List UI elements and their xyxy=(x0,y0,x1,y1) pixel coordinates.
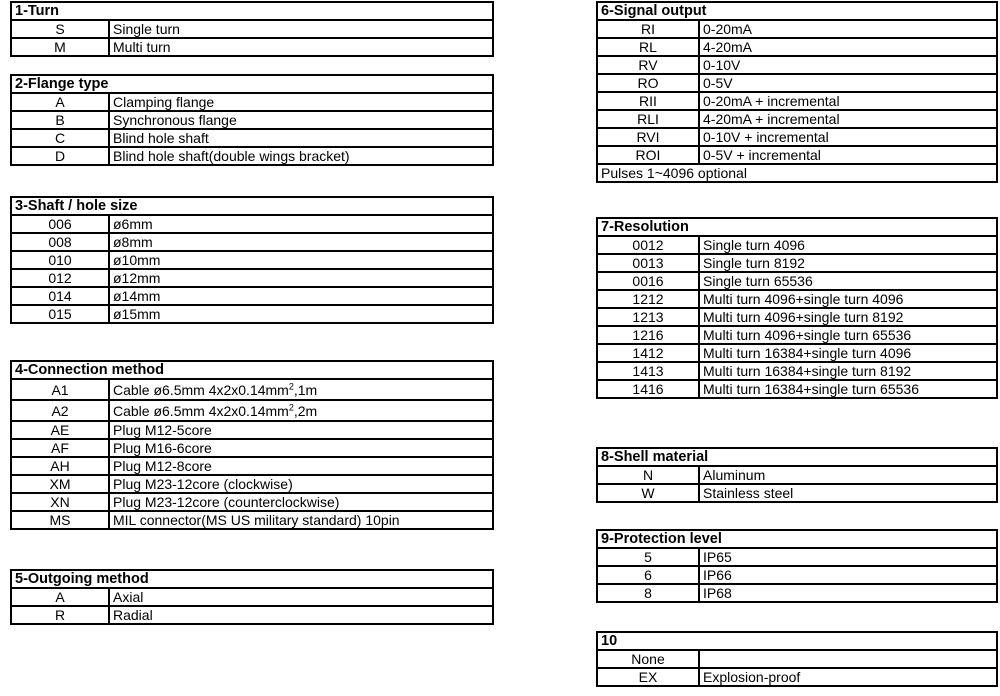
shaft-code: 012 xyxy=(11,269,109,287)
signal-table xyxy=(596,1,998,183)
table-row xyxy=(11,215,493,233)
resolution-desc: Multi turn 16384+single turn 65536 xyxy=(699,380,997,398)
table-row xyxy=(597,344,997,362)
protection-code: 8 xyxy=(597,584,699,602)
resolution-desc: Single turn 8192 xyxy=(699,254,997,272)
connection-code: AE xyxy=(11,421,109,439)
table-row xyxy=(597,20,997,38)
flange-code: B xyxy=(11,111,109,129)
shaft-code: 010 xyxy=(11,251,109,269)
resolution-desc: Multi turn 4096+single turn 4096 xyxy=(699,290,997,308)
signal-desc: 0-20mA + incremental xyxy=(699,92,997,110)
connection-code: XN xyxy=(11,493,109,511)
turn-code: M xyxy=(11,38,109,56)
shell-desc: Stainless steel xyxy=(699,484,997,502)
connection-desc: Cable ø6.5mm $4x2x0.14mm^2,2m$ xyxy=(109,400,493,421)
resolution-code: 1412 xyxy=(597,344,699,362)
flange-desc: Blind hole shaft xyxy=(109,129,493,147)
table-row xyxy=(597,566,997,584)
resolution-code: 1216 xyxy=(597,326,699,344)
table-row xyxy=(11,475,493,493)
connection-table xyxy=(10,360,494,530)
shaft-desc: ø12mm xyxy=(109,269,493,287)
turn-desc: Single turn xyxy=(109,20,493,38)
table-row xyxy=(11,439,493,457)
table-row xyxy=(597,466,997,484)
protection-desc: IP66 xyxy=(699,566,997,584)
connection-desc: Plug M12-5core xyxy=(109,421,493,439)
connection-code: XM xyxy=(11,475,109,493)
resolution-code: 0012 xyxy=(597,236,699,254)
protection-table xyxy=(596,529,998,603)
signal-note: Pulses 1~4096 optional xyxy=(597,164,997,182)
turn-code: S xyxy=(11,20,109,38)
resolution-desc: Single turn 4096 xyxy=(699,236,997,254)
shell-table xyxy=(596,447,998,503)
table-row xyxy=(11,588,493,606)
connection-desc: Plug M23-12core (clockwise) xyxy=(109,475,493,493)
shaft-desc: ø14mm xyxy=(109,287,493,305)
shaft-code: 014 xyxy=(11,287,109,305)
resolution-desc: Multi turn 4096+single turn 8192 xyxy=(699,308,997,326)
signal-desc: 4-20mA xyxy=(699,38,997,56)
signal-code: RVI xyxy=(597,128,699,146)
shaft-desc: ø6mm xyxy=(109,215,493,233)
outgoing-desc: Radial xyxy=(109,606,493,624)
shaft-table xyxy=(10,196,494,324)
flange-code: D xyxy=(11,147,109,165)
shaft-desc: ø10mm xyxy=(109,251,493,269)
signal-code: RL xyxy=(597,38,699,56)
connection-code: AF xyxy=(11,439,109,457)
shell-desc: Aluminum xyxy=(699,466,997,484)
extra-code: None xyxy=(597,650,699,668)
connection-desc: Plug M23-12core (counterclockwise) xyxy=(109,493,493,511)
table-row xyxy=(597,128,997,146)
outgoing-desc: Axial xyxy=(109,588,493,606)
extra-table xyxy=(596,631,998,687)
protection-desc: IP65 xyxy=(699,548,997,566)
shaft-desc: ø15mm xyxy=(109,305,493,323)
table-row xyxy=(597,584,997,602)
protection-desc: IP68 xyxy=(699,584,997,602)
extra-desc: Explosion-proof xyxy=(699,668,997,686)
flange-desc: Synchronous flange xyxy=(109,111,493,129)
table-row xyxy=(597,380,997,398)
signal-desc: 4-20mA + incremental xyxy=(699,110,997,128)
shell-code: W xyxy=(597,484,699,502)
outgoing-code: A xyxy=(11,588,109,606)
resolution-desc: Single turn 65536 xyxy=(699,272,997,290)
table-row xyxy=(11,111,493,129)
turn-table xyxy=(10,1,494,57)
table-row xyxy=(11,233,493,251)
shaft-title: 3-Shaft / hole size xyxy=(11,197,493,215)
protection-code: 6 xyxy=(597,566,699,584)
table-row xyxy=(597,110,997,128)
table-row xyxy=(597,668,997,686)
shaft-code: 008 xyxy=(11,233,109,251)
table-row xyxy=(11,305,493,323)
table-row xyxy=(597,56,997,74)
table-row xyxy=(597,484,997,502)
resolution-desc: Multi turn 4096+single turn 65536 xyxy=(699,326,997,344)
resolution-title: 7-Resolution xyxy=(597,218,997,236)
signal-desc: 0-5V + incremental xyxy=(699,146,997,164)
connection-code: A1 xyxy=(11,379,109,400)
connection-desc: Plug M12-8core xyxy=(109,457,493,475)
resolution-desc: Multi turn 16384+single turn 8192 xyxy=(699,362,997,380)
signal-desc: 0-20mA xyxy=(699,20,997,38)
connection-code: AH xyxy=(11,457,109,475)
table-row xyxy=(11,400,493,421)
table-row xyxy=(597,92,997,110)
table-row xyxy=(597,74,997,92)
resolution-desc: Multi turn 16384+single turn 4096 xyxy=(699,344,997,362)
connection-desc: Plug M16-6core xyxy=(109,439,493,457)
table-row xyxy=(11,511,493,529)
table-row xyxy=(11,93,493,111)
signal-code: ROI xyxy=(597,146,699,164)
signal-desc: 0-10V + incremental xyxy=(699,128,997,146)
extra-title: 10 xyxy=(597,632,997,650)
table-row xyxy=(597,308,997,326)
resolution-table xyxy=(596,217,998,399)
table-row xyxy=(597,362,997,380)
signal-code: RII xyxy=(597,92,699,110)
connection-code: A2 xyxy=(11,400,109,421)
table-row xyxy=(597,290,997,308)
turn-title: 1-Turn xyxy=(11,2,493,20)
turn-desc: Multi turn xyxy=(109,38,493,56)
outgoing-table xyxy=(10,569,494,625)
table-row xyxy=(11,38,493,56)
flange-code: C xyxy=(11,129,109,147)
connection-code: MS xyxy=(11,511,109,529)
shell-title: 8-Shell material xyxy=(597,448,997,466)
resolution-code: 0016 xyxy=(597,272,699,290)
table-row xyxy=(11,457,493,475)
signal-code: RI xyxy=(597,20,699,38)
table-row xyxy=(11,606,493,624)
table-row xyxy=(597,254,997,272)
flange-desc: Blind hole shaft(double wings bracket) xyxy=(109,147,493,165)
signal-title: 6-Signal output xyxy=(597,2,997,20)
table-row xyxy=(597,272,997,290)
resolution-code: 1213 xyxy=(597,308,699,326)
table-row xyxy=(11,287,493,305)
table-row xyxy=(11,269,493,287)
table-row xyxy=(11,147,493,165)
table-row xyxy=(597,548,997,566)
signal-desc: 0-5V xyxy=(699,74,997,92)
flange-table xyxy=(10,74,494,166)
protection-title: 9-Protection level xyxy=(597,530,997,548)
table-row xyxy=(11,493,493,511)
table-row xyxy=(11,251,493,269)
shell-code: N xyxy=(597,466,699,484)
flange-code: A xyxy=(11,93,109,111)
outgoing-code: R xyxy=(11,606,109,624)
table-row xyxy=(597,146,997,164)
table-row xyxy=(597,236,997,254)
connection-desc: MIL connector(MS US military standard) 10pin xyxy=(109,511,493,529)
table-row xyxy=(597,38,997,56)
shaft-desc: ø8mm xyxy=(109,233,493,251)
extra-desc xyxy=(699,650,997,668)
connection-title: 4-Connection method xyxy=(11,361,493,379)
resolution-code: 1413 xyxy=(597,362,699,380)
table-row xyxy=(597,650,997,668)
table-row xyxy=(11,379,493,400)
flange-title: 2-Flange type xyxy=(11,75,493,93)
resolution-code: 0013 xyxy=(597,254,699,272)
outgoing-title: 5-Outgoing method xyxy=(11,570,493,588)
flange-desc: Clamping flange xyxy=(109,93,493,111)
signal-code: RLI xyxy=(597,110,699,128)
resolution-code: 1416 xyxy=(597,380,699,398)
signal-code: RO xyxy=(597,74,699,92)
resolution-code: 1212 xyxy=(597,290,699,308)
signal-desc: 0-10V xyxy=(699,56,997,74)
protection-code: 5 xyxy=(597,548,699,566)
table-row xyxy=(11,421,493,439)
table-row xyxy=(11,129,493,147)
shaft-code: 006 xyxy=(11,215,109,233)
table-row xyxy=(597,326,997,344)
connection-desc: Cable ø6.5mm $4x2x0.14mm^2,1m$ xyxy=(109,379,493,400)
signal-code: RV xyxy=(597,56,699,74)
table-row xyxy=(11,20,493,38)
shaft-code: 015 xyxy=(11,305,109,323)
extra-code: EX xyxy=(597,668,699,686)
